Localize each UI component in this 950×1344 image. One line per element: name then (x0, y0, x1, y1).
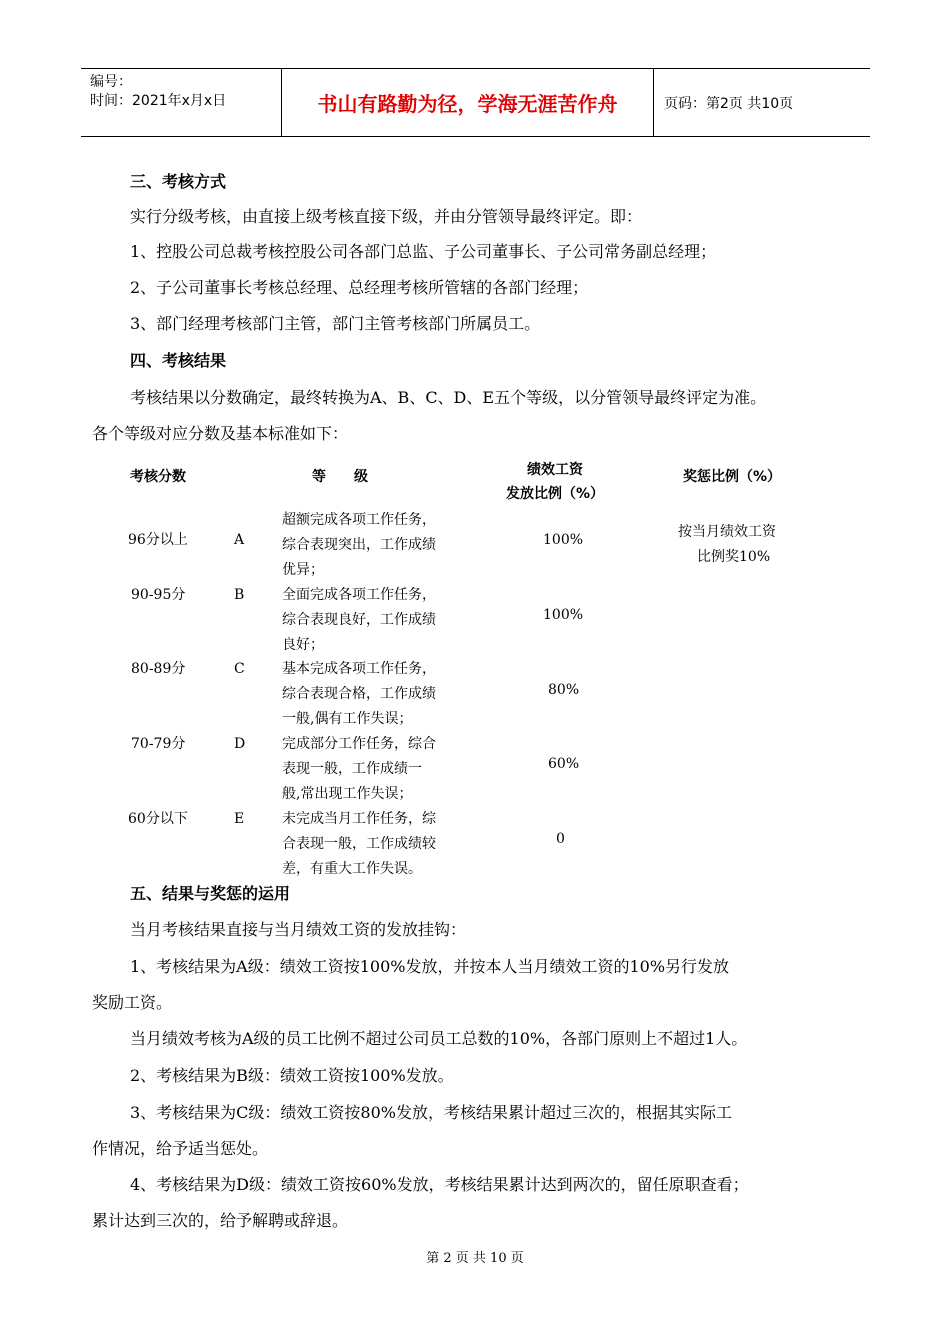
date-label: 时间：2021年x月x日 (90, 93, 227, 109)
row-desc: 未完成当月工作任务，综 (282, 811, 436, 827)
row-score: 60分以下 (128, 811, 188, 827)
row-grade: A (234, 532, 245, 548)
section-5-line: 累计达到三次的，给予解聘或辞退。 (92, 1211, 349, 1230)
row-pay: 80% (548, 682, 580, 698)
row-desc: 优异； (282, 562, 324, 578)
section-3-line: 1、控股公司总裁考核控股公司各部门总监、子公司董事长、子公司常务副总经理； (130, 242, 717, 261)
row-desc: 般,常出现工作失误； (282, 786, 413, 802)
col-header-pay: 绩效工资 (527, 462, 583, 478)
row-score: 70-79分 (131, 736, 186, 752)
page-footer: 第 2 页 共 10 页 (426, 1251, 524, 1266)
section-3-line: 实行分级考核，由直接上级考核直接下级，并由分管领导最终评定。即： (130, 207, 643, 226)
reward-text: 比例奖10% (697, 549, 771, 565)
number-label: 编号： (90, 74, 132, 90)
row-desc: 综合表现良好，工作成绩 (282, 612, 436, 628)
section-4-title: 四、考核结果 (130, 351, 227, 370)
row-desc: 完成部分工作任务，综合 (282, 736, 436, 752)
col-header-pay: 发放比例（%） (506, 486, 605, 502)
row-desc: 表现一般，工作成绩一 (282, 761, 422, 777)
row-pay: 100% (543, 532, 584, 548)
section-5-line: 当月考核结果直接与当月绩效工资的发放挂钩： (130, 920, 467, 939)
section-3-line: 3、部门经理考核部门主管，部门主管考核部门所属员工。 (130, 314, 541, 333)
section-3-line: 2、子公司董事长考核总经理、总经理考核所管辖的各部门经理； (130, 278, 589, 297)
row-grade: D (234, 736, 246, 752)
section-5-line: 2、考核结果为B级：绩效工资按100%发放。 (130, 1066, 454, 1085)
col-header-reward: 奖惩比例（%） (683, 469, 782, 485)
section-4-line: 考核结果以分数确定，最终转换为A、B、C、D、E五个等级，以分管领导最终评定为准。 (130, 388, 767, 407)
section-5-line: 奖励工资。 (92, 993, 173, 1012)
page-info: 页码：第2页 共10页 (664, 95, 794, 112)
row-desc: 良好； (282, 637, 324, 653)
section-5-line: 作情况，给予适当惩处。 (92, 1139, 269, 1158)
section-5-line: 1、考核结果为A级：绩效工资按100%发放，并按本人当月绩效工资的10%另行发放 (130, 957, 730, 976)
col-header-grade: 等 级 (312, 469, 368, 485)
row-desc: 一般,偶有工作失误； (282, 711, 413, 727)
row-desc: 全面完成各项工作任务， (282, 587, 436, 603)
row-score: 96分以上 (128, 532, 188, 548)
section-5-line: 4、考核结果为D级：绩效工资按60%发放，考核结果累计达到两次的，留任原职查看； (130, 1175, 749, 1194)
row-desc: 差，有重大工作失误。 (282, 861, 422, 877)
row-desc: 基本完成各项工作任务， (282, 661, 436, 677)
col-header-score: 考核分数 (130, 469, 186, 485)
row-pay: 0 (556, 831, 565, 847)
row-grade: C (234, 661, 245, 677)
row-score: 90-95分 (131, 587, 186, 603)
header-meta (81, 69, 282, 136)
section-3-title: 三、考核方式 (130, 172, 227, 191)
row-desc: 合表现一般，工作成绩较 (282, 836, 436, 852)
section-5-line: 当月绩效考核为A级的员工比例不超过公司员工总数的10%，各部门原则上不超过1人。 (130, 1029, 748, 1048)
section-5-title: 五、结果与奖惩的运用 (130, 884, 291, 903)
row-score: 80-89分 (131, 661, 186, 677)
reward-text: 按当月绩效工资 (678, 524, 776, 540)
row-desc: 综合表现合格，工作成绩 (282, 686, 436, 702)
section-5-line: 3、考核结果为C级：绩效工资按80%发放，考核结果累计超过三次的，根据其实际工 (130, 1103, 732, 1122)
row-desc: 超额完成各项工作任务， (282, 512, 436, 528)
motto: 书山有路勤为径，学海无涯苦作舟 (282, 69, 654, 136)
row-pay: 100% (543, 607, 584, 623)
row-grade: E (234, 811, 245, 827)
row-grade: B (234, 587, 245, 603)
row-desc: 综合表现突出，工作成绩 (282, 537, 436, 553)
row-pay: 60% (548, 756, 580, 772)
page-header (81, 68, 870, 137)
section-4-line: 各个等级对应分数及基本标准如下： (92, 424, 349, 443)
